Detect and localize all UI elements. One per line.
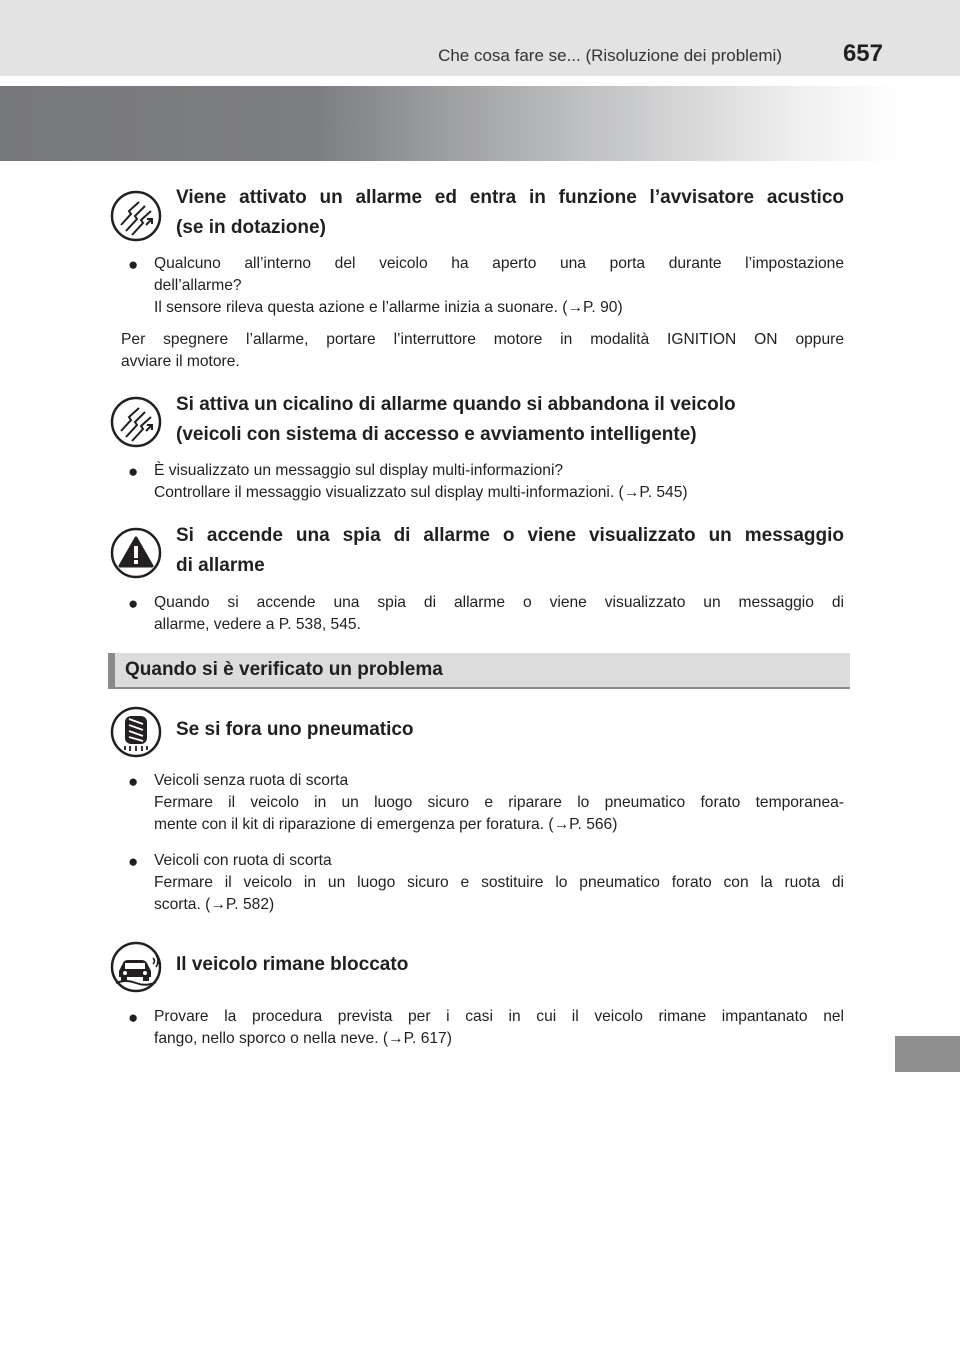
text-line: Quando si accende una spia di allarme o viene visualizzato un messaggio di [154,594,844,611]
title-line: di allarme [176,555,265,576]
bullet-marker: ● [128,1008,139,1027]
alarm-warning-icon [110,190,162,242]
title-line: (veicoli con sistema di accesso e avviamento intelligente) [176,424,697,445]
text-line: Qualcuno all’interno del veicolo ha aperto una porta durante l’impostazione [154,255,844,272]
title-line: (se in dotazione) [176,217,326,238]
bullet-marker: ● [128,255,139,274]
bullet-marker: ● [128,462,139,481]
title-line: Si accende una spia di allarme o viene visualizzato un messaggio [176,525,844,546]
text-line: dell’allarme? [154,277,242,294]
section-heading [108,653,850,689]
text-line: mente con il kit di riparazione di emergenza per foratura. (→P. 566) [154,816,618,833]
page-number: 657 [842,40,883,67]
bullet-text-buzzer [154,460,844,504]
bullet-marker: ● [128,594,139,613]
tire-icon [110,706,162,758]
bullet-text-warning-light [154,592,844,636]
text-line: Veicoli senza ruota di scorta [154,772,349,789]
running-title: Che cosa fare se... (Risoluzione dei problemi) [438,46,782,65]
chapter-band [0,86,900,161]
exclamation-triangle-icon [110,527,162,579]
text-line: Provare la procedura prevista per i casi in cui il veicolo rimane impantanato nel [154,1008,844,1025]
section-marker [108,653,115,687]
bullet-text-stuck [154,1006,844,1050]
text-line: fango, nello sporco o nella neve. (→P. 617) [154,1030,452,1047]
text-line: avviare il motore. [121,353,240,370]
problem-title-flat-tire: Se si fora uno pneumatico [176,719,414,740]
stuck-car-icon [110,941,162,993]
bullet-text-no-spare [154,770,844,836]
text-line: È visualizzato un messaggio sul display multi-informazioni? [154,462,564,479]
bullet-text-with-spare [154,850,844,916]
section-title: Quando si è verificato un problema [125,659,443,680]
text-line: Fermare il veicolo in un luogo sicuro e riparare lo pneumatico forato temporanea- [154,794,844,811]
bullet-marker: ● [128,772,139,791]
item-title-warning-light [176,521,844,581]
title-line: Viene attivato un allarme ed entra in funzione l’avvisatore acustico [176,187,844,208]
text-line: scorta. (→P. 582) [154,896,275,913]
text-line: Controllare il messaggio visualizzato sul display multi-informazioni. (→P. 545) [154,484,688,501]
title-line: Si attiva un cicalino di allarme quando si abbandona il veicolo [176,394,736,415]
text-line: allarme, vedere a P. 538, 545. [154,616,361,633]
chapter-thumb-tab [895,1036,960,1072]
note-text-alarm-horn [121,329,844,373]
item-title-buzzer [176,390,844,450]
alarm-warning-icon [110,396,162,448]
bullet-marker: ● [128,852,139,871]
text-line: Fermare il veicolo in un luogo sicuro e sostituire lo pneumatico forato con la ruota di [154,874,844,891]
problem-title-stuck: Il veicolo rimane bloccato [176,954,409,975]
text-line: Veicoli con ruota di scorta [154,852,332,869]
item-title-alarm-horn [176,183,844,243]
text-line: Il sensore rileva questa azione e l’allarme inizia a suonare. (→P. 90) [154,299,623,316]
text-line: Per spegnere l’allarme, portare l’interruttore motore in modalità IGNITION ON oppure [121,331,844,348]
bullet-text-alarm-horn [154,253,844,319]
